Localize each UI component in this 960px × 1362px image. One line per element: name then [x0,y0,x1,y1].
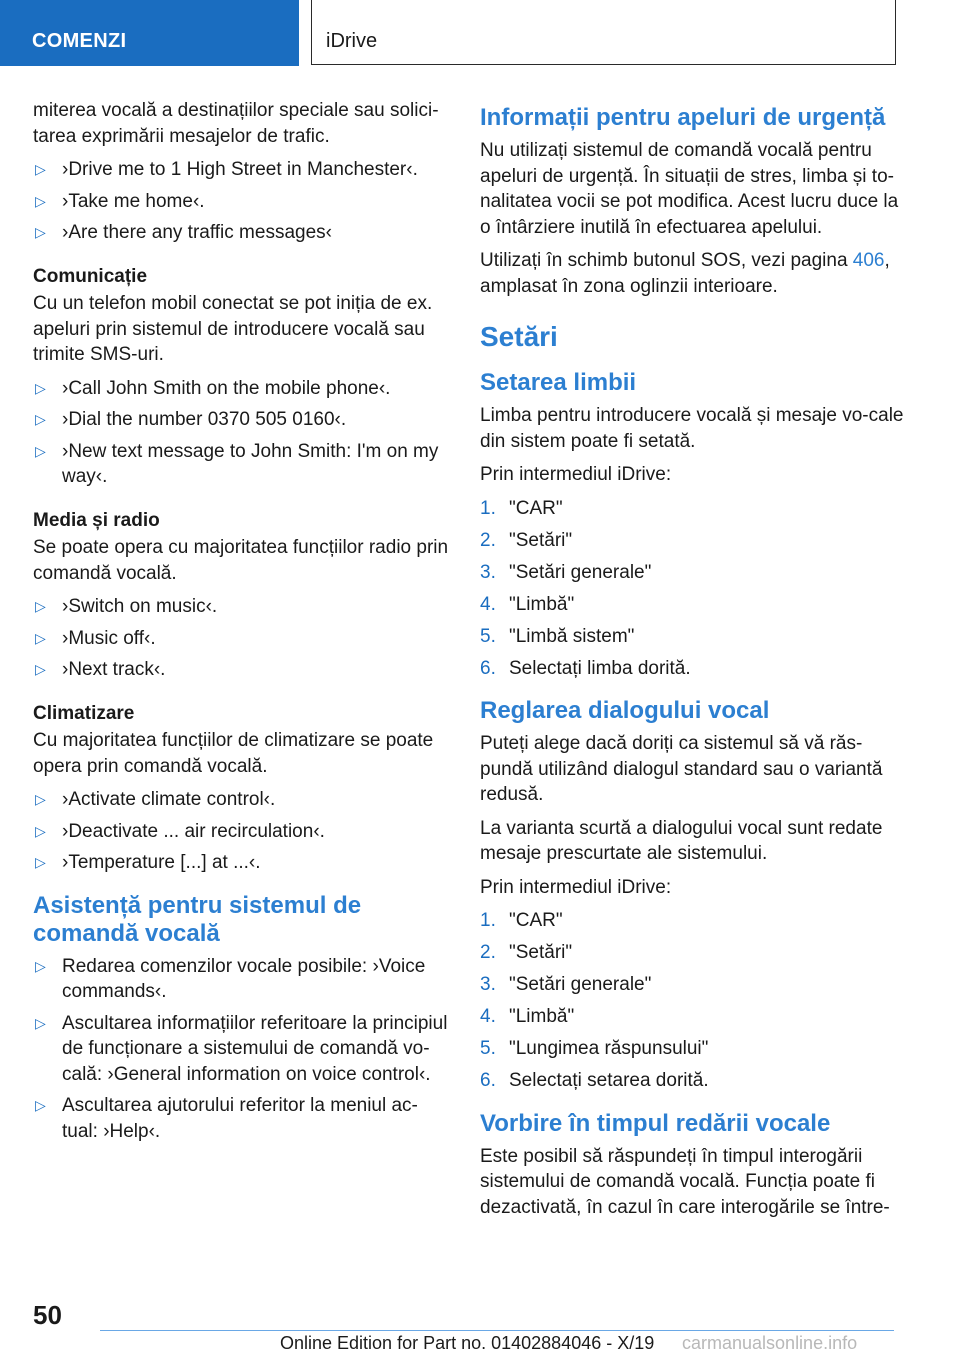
media-command-list [33,594,453,683]
climate-text: Cu majoritatea funcțiilor de climatizare se poate opera prin comandă vocală. [33,730,434,777]
step-item: 5. "Limbă sistem" [480,625,635,647]
dialog-text: Puteți alege dacă doriți ca sistemul să vă răs-pundă utilizând dialogul standard sau o variantă redusă. [480,733,883,805]
step-item: 2. "Setări" [480,529,573,551]
intro-text: miterea vocală a destinațiilor speciale sau solici-tarea exprimării mesajelor de trafic. [33,100,439,147]
edition-text: Online Edition for Part no. 01402884046 - X/19 [280,1333,655,1353]
triangle-bullet-icon: ▷ [35,224,46,240]
list-item: ▷ Ascultarea ajutorului referitor la meniul ac-tual: ›Help‹. [35,1095,418,1142]
step-item: 3. "Setări generale" [480,561,652,583]
dialog-text-2: La varianta scurtă a dialogului vocal sunt redate mesaje prescurtate ale sistemului. [480,817,883,864]
assistance-heading: Asistență pentru sistemul de comandă vocală [33,891,362,947]
communication-heading: Comunicație [33,265,148,287]
list-item: ▷ Redarea comenzilor vocale posibile: ›Voice commands‹. [35,955,426,1002]
climate-command-list [33,787,453,876]
page-number: 50 [33,1300,62,1330]
language-heading: Setarea limbii [480,369,637,396]
emergency-sos-text: Utilizați în schimb butonul SOS, vezi pagina 406, amplasat în zona oglinzii interioare. [480,250,890,297]
triangle-bullet-icon: ▷ [35,629,46,646]
chapter-label: iDrive [326,30,378,52]
footer-divider [100,1330,894,1331]
right-column [480,98,910,1228]
step-item: 5. "Lungimea răspunsului" [480,1038,709,1059]
list-item: ▷ ›Take me home‹. [33,189,453,215]
dialog-steps [480,908,910,1094]
triangle-bullet-icon: ▷ [35,957,46,974]
triangle-bullet-icon: ▷ [35,442,46,459]
triangle-bullet-icon: ▷ [35,791,46,807]
climate-heading: Climatizare [33,702,135,724]
triangle-bullet-icon: ▷ [35,379,46,396]
page-reference-link[interactable]: 406 [852,250,885,271]
step-item: 2. "Setări" [480,942,573,963]
list-item: ▷ ›Drive me to 1 High Street in Manchester‹. [33,157,453,183]
triangle-bullet-icon: ▷ [35,411,46,427]
triangle-bullet-icon: ▷ [35,161,46,177]
list-item: ▷ ›Activate climate control‹. [33,787,453,813]
step-item: 4. "Limbă" [480,593,575,615]
list-item: ▷ ›Are there any traffic messages‹ [33,220,453,246]
left-column [33,98,453,1150]
step-item: 6. Selectați setarea dorită. [480,1070,709,1091]
communication-text: Cu un telefon mobil conectat se pot iniția de ex. apeluri prin sistemul de introducere vocală sau trimite SMS-uri. [33,293,433,365]
section-label: COMENZI [32,30,127,52]
triangle-bullet-icon: ▷ [35,1014,46,1031]
language-steps [480,496,910,682]
dialog-heading: Reglarea dialogului vocal [480,697,770,724]
language-text: Limba pentru introducere vocală și mesaje vo-cale din sistem poate fi setată. [480,405,904,452]
speak-text: Este posibil să răspundeți în timpul interogării sistemului de comandă vocală. Funcția poate fi dezactivată, în cazul în care interogările se între- [480,1145,890,1218]
list-item: ▷ ›Dial the number 0370 505 0160‹. [33,407,453,433]
triangle-bullet-icon: ▷ [35,822,46,839]
section-tab [0,0,299,66]
triangle-bullet-icon: ▷ [35,661,46,677]
list-item: ▷ ›Music off‹. [33,626,453,652]
list-item: ▷ ›New text message to John Smith: I'm on my way‹. [35,440,439,487]
step-item: 4. "Limbă" [480,1006,575,1027]
list-item: ▷ ›Call John Smith on the mobile phone‹. [33,376,453,402]
watermark-text: carmanualsonline.info [682,1333,858,1353]
triangle-bullet-icon: ▷ [35,854,46,870]
list-item: ▷ ›Next track‹. [33,657,453,683]
communication-command-list [33,376,453,490]
list-item: ▷ ›Temperature [...] at ...‹. [33,850,453,876]
list-item: ▷ Ascultarea informațiilor referitoare la principiul de funcționare a sistemului de comandă vo-cală: ›General information on voice control‹. [35,1012,448,1085]
triangle-bullet-icon: ▷ [35,1097,46,1113]
media-text: Se poate opera cu majoritatea funcțiilor radio prin comandă vocală. [33,537,449,584]
settings-heading: Setări [480,321,558,352]
emergency-text: Nu utilizați sistemul de comandă vocală pentru apeluri de urgență. În situații de stres, limba și to-nalitatea vocii se pot modifica. Acest lucru duce la o întârziere inutilă în efectuarea apelului. [480,140,899,238]
list-item: ▷ ›Switch on music‹. [33,594,453,620]
speak-heading: Vorbire în timpul redării vocale [480,1109,831,1137]
assistance-list [33,954,453,1145]
via-idrive-text: Prin intermediul iDrive: [480,464,672,485]
emergency-heading: Informații pentru apeluri de urgență [480,104,886,131]
step-item: 1. "CAR" [480,497,563,519]
nav-command-list [33,157,453,246]
media-heading: Media și radio [33,509,160,531]
via-idrive-text: Prin intermediul iDrive: [480,876,672,898]
list-item: ▷ ›Deactivate ... air recirculation‹. [33,819,453,845]
step-item: 6. Selectați limba dorită. [480,657,691,679]
triangle-bullet-icon: ▷ [35,192,46,209]
step-item: 3. "Setări generale" [480,974,652,995]
triangle-bullet-icon: ▷ [35,598,46,614]
step-item: 1. "CAR" [480,910,563,931]
chapter-tab [311,0,896,65]
page-header [0,0,960,66]
